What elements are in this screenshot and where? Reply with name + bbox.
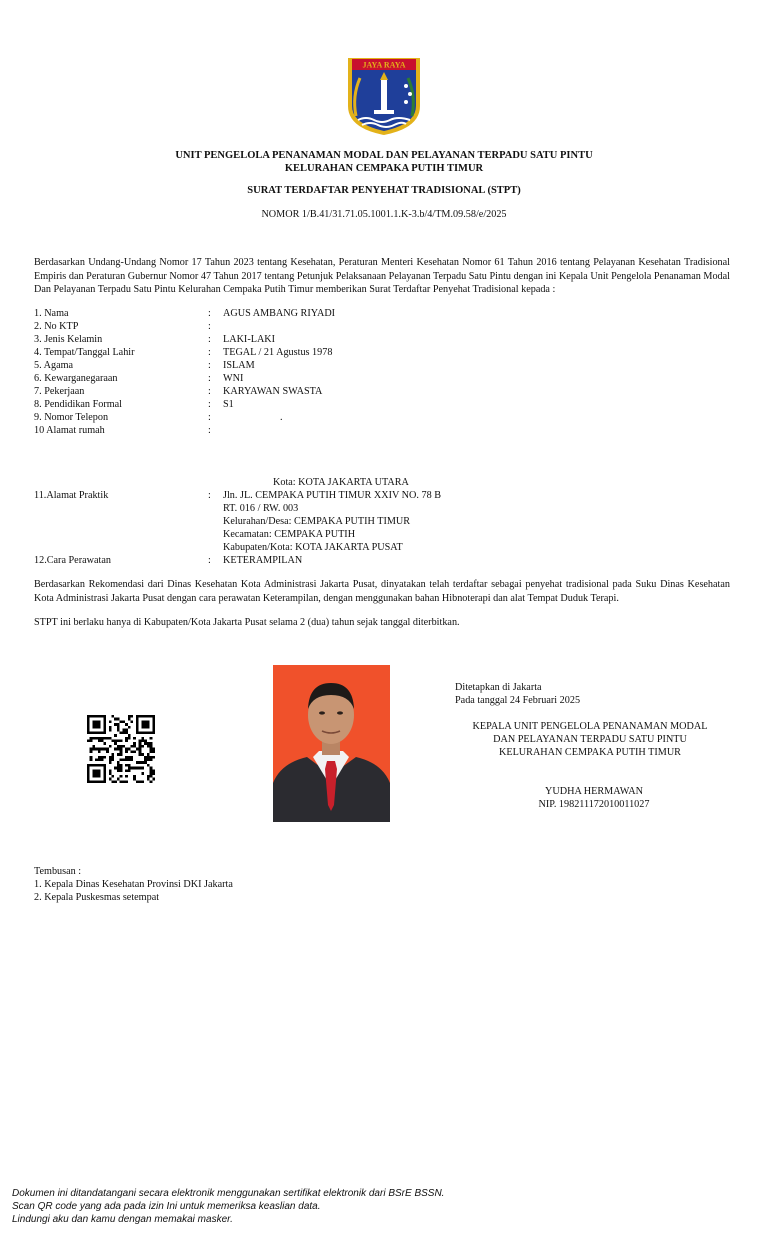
field-label: 2. No KTP [34,321,79,332]
document-title: SURAT TERDAFTAR PENYEHAT TRADISIONAL (STPT) [247,185,521,196]
field-colon: : [208,373,211,384]
field-colon: : [208,347,211,358]
field-value: AGUS AMBANG RIYADI [223,308,336,319]
office-name-line2: KELURAHAN CEMPAKA PUTIH TIMUR [284,163,484,174]
signer-nip: NIP. 198211172010011027 [538,799,650,810]
recommendation-paragraph: Berdasarkan Rekomendasi dari Dinas Kesehatan Kota Administrasi Jakarta Pusat, dinyatakan telah terdaftar sebagai penyehat tradisional pada Suku Dinas Kesehatan Kota Administrasi Jakarta Pusat dengan cara perawatan Keterampilan, dengan menggunakan bahan Hibnoterapi dan alat Tempat Duduk Terapi. [34,579,730,604]
field-value: LAKI-LAKI [223,334,276,345]
jakarta-emblem [344,56,424,136]
signer-title-line3: KELURAHAN CEMPAKA PUTIH TIMUR [499,747,681,758]
practice-address-line: Kabupaten/Kota: KOTA JAKARTA PUSAT [223,542,403,553]
field-colon: : [208,490,211,501]
intro-paragraph: Berdasarkan Undang-Undang Nomor 17 Tahun 2023 tentang Kesehatan, Peraturan Menteri Kesehatan Nomor 61 Tahun 2016 tentang Pelayanan Kesehatan Tradisional Empiris dan Peraturan Gubernur Nomor 47 Tahun 2017 tentang Petunjuk Pelaksanaan Pelayanan Terpadu Satu Pintu dengan ini Kepala Unit Pengelola Penanaman Modal Dan Pelayanan Terpadu Satu Pintu Kelurahan Cempaka Putih Timur memberikan Surat Terdaftar Penyehat Tradisional kepada : [34,257,730,296]
home-city: Kota: KOTA JAKARTA UTARA [273,477,409,488]
practice-address-line: RT. 016 / RW. 003 [223,503,299,514]
footer-note-line1: Dokumen ini ditandatangani secara elektronik menggunakan sertifikat elektronik dari BSrE BSSN. [12,1188,445,1199]
field-value: . [280,412,283,423]
cc-item: 2. Kepala Puskesmas setempat [34,892,160,903]
document-number: NOMOR 1/B.41/31.71.05.1001.1.K-3.b/4/TM.09.58/e/2025 [261,209,507,220]
field-label: 8. Pendidikan Formal [34,399,123,410]
office-name-line1: UNIT PENGELOLA PENANAMAN MODAL DAN PELAYANAN TERPADU SATU PINTU [175,150,593,161]
field-colon: : [208,425,211,436]
applicant-photo [273,665,390,822]
practice-address-line: Kelurahan/Desa: CEMPAKA PUTIH TIMUR [223,516,411,527]
field-value: S1 [223,399,234,410]
field-value: WNI [223,373,244,384]
signer-title-line1: KEPALA UNIT PENGELOLA PENANAMAN MODAL [472,721,708,732]
signer-name: YUDHA HERMAWAN [545,786,643,797]
cc-heading: Tembusan : [34,866,82,877]
field-colon: : [208,321,211,332]
field-value: TEGAL / 21 Agustus 1978 [223,347,333,358]
footer-note-line3: Lindungi aku dan kamu dengan memakai masker. [12,1214,233,1225]
cc-item: 1. Kepala Dinas Kesehatan Provinsi DKI Jakarta [34,879,233,890]
signature-place: Ditetapkan di Jakarta [455,682,542,693]
field-colon: : [208,399,211,410]
field-value: KARYAWAN SWASTA [223,386,323,397]
field-colon: : [208,360,211,371]
footer-note-line2: Scan QR code yang ada pada izin Ini untuk memeriksa keaslian data. [12,1201,321,1212]
practice-address-line: Jln. JL. CEMPAKA PUTIH TIMUR XXIV NO. 78 B [223,490,442,501]
field-label: 5. Agama [34,360,74,371]
field-colon: : [208,308,211,319]
qr-code [87,715,155,783]
field-colon: : [208,555,211,566]
person-photo-icon [273,665,390,822]
care-method-value: KETERAMPILAN [223,555,303,566]
field-colon: : [208,412,211,423]
field-colon: : [208,386,211,397]
field-label: 7. Pekerjaan [34,386,85,397]
emblem-banner-text: JAYA RAYA [362,60,406,70]
field-label: 3. Jenis Kelamin [34,334,103,345]
field-value: ISLAM [223,360,255,371]
signature-date: Pada tanggal 24 Februari 2025 [455,695,581,706]
practice-address-line: Kecamatan: CEMPAKA PUTIH [223,529,356,540]
validity-paragraph: STPT ini berlaku hanya di Kabupaten/Kota Jakarta Pusat selama 2 (dua) tahun sejak tanggal diterbitkan. [34,617,460,628]
jakarta-emblem-icon [344,56,424,136]
field-label: 1. Nama [34,308,69,319]
field-colon: : [208,334,211,345]
field-label: 10 Alamat rumah [34,425,105,436]
qr-code-icon [87,715,155,783]
field-label: 4. Tempat/Tanggal Lahir [34,347,135,358]
field-label: 9. Nomor Telepon [34,412,109,423]
practice-address-label: 11.Alamat Praktik [34,490,109,501]
care-method-label: 12.Cara Perawatan [34,555,111,566]
signer-title-line2: DAN PELAYANAN TERPADU SATU PINTU [493,734,687,745]
field-label: 6. Kewarganegaraan [34,373,118,384]
